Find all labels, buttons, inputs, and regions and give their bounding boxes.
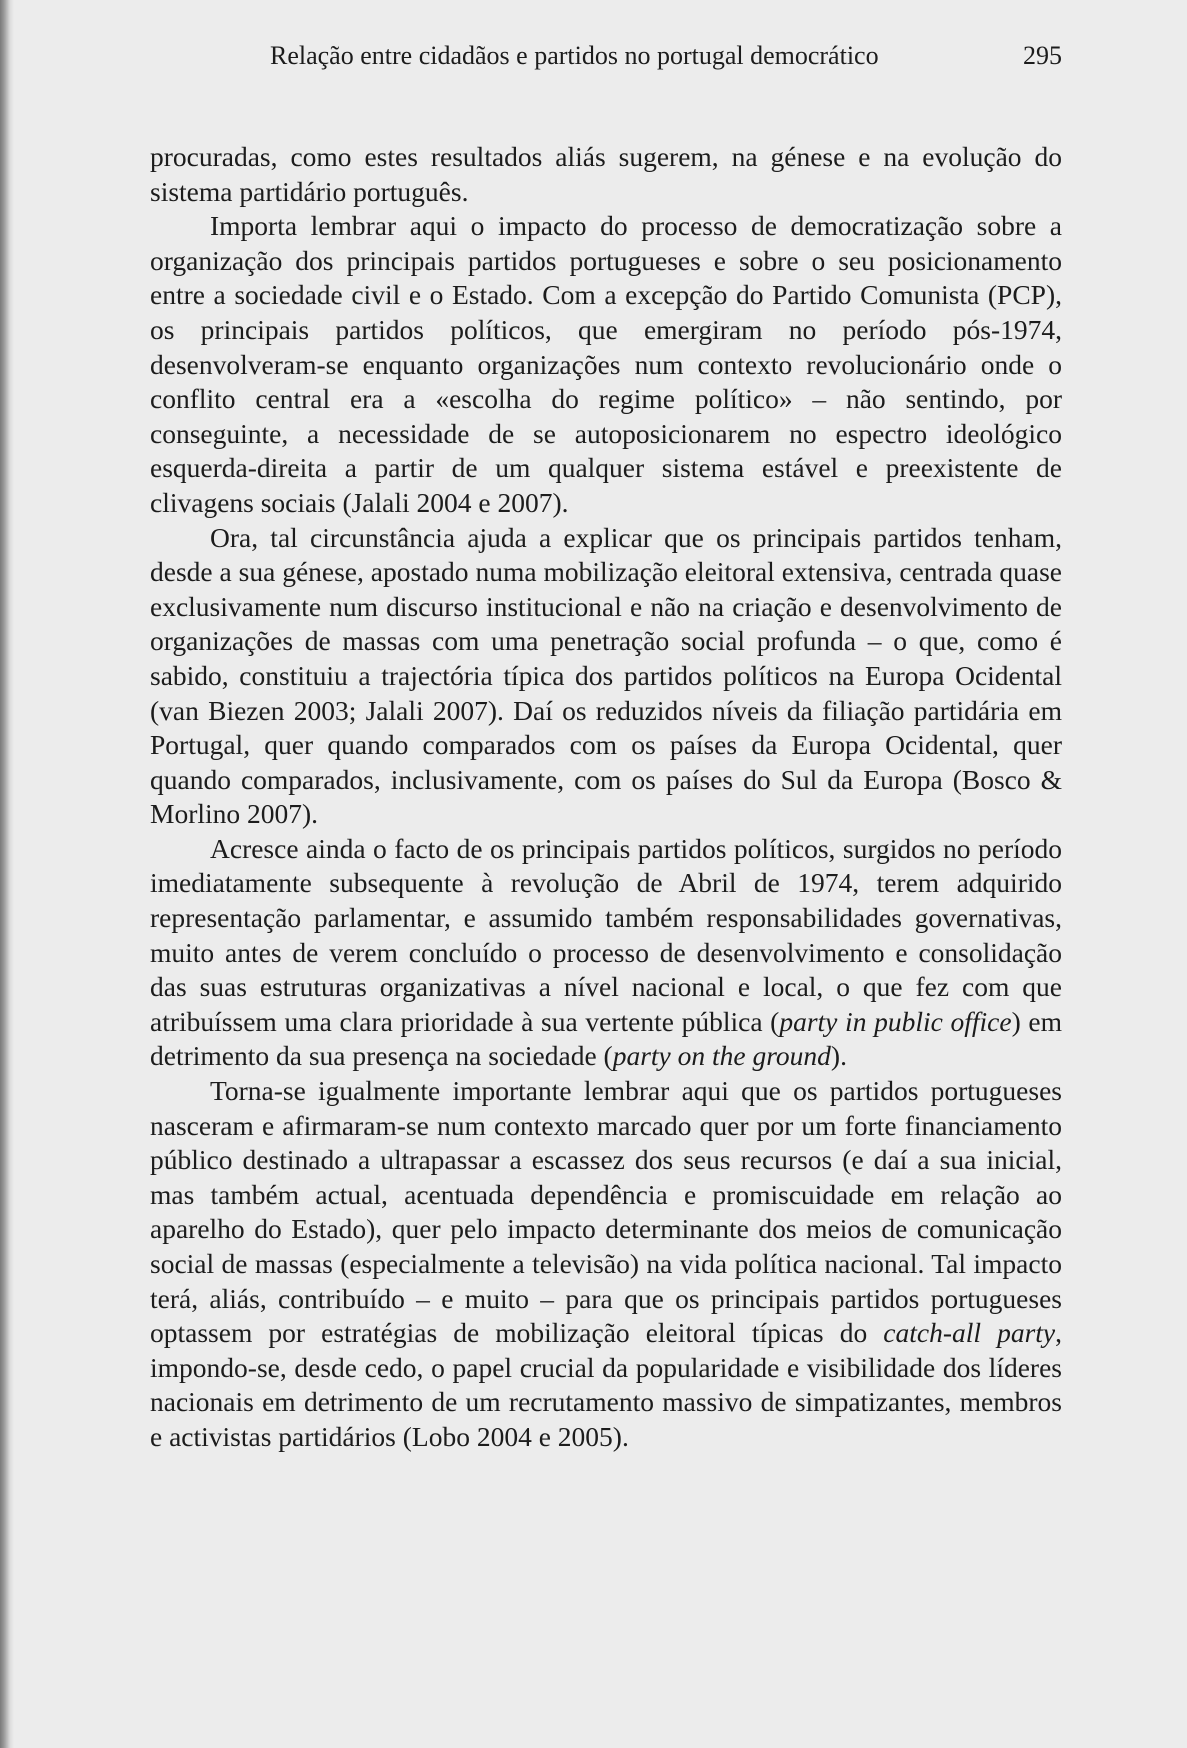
running-title: Relação entre cidadãos e partidos no portugal democrático	[270, 41, 879, 70]
paragraph-continuation: procuradas, como estes resultados aliás sugerem, na génese e na evolução do sistema partidário português.	[150, 141, 1062, 207]
italic-term-catch-all-party: catch-all party	[883, 1317, 1056, 1349]
paragraph-text: ) em detrimento da sua presença na sociedade (	[150, 1005, 1062, 1072]
page-header	[150, 36, 1062, 76]
paragraph-electoral-mobilization: Ora, tal circunstância ajuda a explicar que os principais partidos tenham, desde a sua génese, apostado numa mobilização eleitoral extensiva, centrada quase exclusivamente num discurso institucional e não na criação e desenvolvimento de organizações de massas com uma penetração social profunda – o que, como é sabido, constituiu a trajectória típica dos partidos políticos na Europa Ocidental (van Biezen 2003; Jalali 2007). Daí os reduzidos níveis da filiação partidária em Portugal, quer quando comparados com os países da Europa Ocidental, quer quando comparados, inclusivamente, com os países do Sul da Europa (Bosco & Morlino 2007).	[150, 521, 1062, 830]
italic-term-party-on-the-ground: party on the ground	[612, 1040, 831, 1072]
paragraph-text: Torna-se igualmente importante lembrar aqui que os partidos portugueses nasceram e afirmaram-se num contexto marcado quer por um forte financiamento público destinado a ultrapassar a escassez dos seus recursos (e daí a sua inicial, mas também actual, acentuada dependência e promiscuidade em relação ao aparelho do Estado), quer pelo impacto determinante dos meios de comunicação social de massas (especialmente a televisão) na vida política nacional. Tal impacto terá, aliás, contribuído – e muito – para que os principais partidos portugueses optassem por estratégias de mobilização eleitoral típicas do	[150, 1075, 1062, 1349]
italic-term-party-in-public-office: party in public office	[779, 1005, 1012, 1037]
body-text	[150, 140, 1062, 1455]
paragraph-democratization-impact: Importa lembrar aqui o impacto do processo de democratização sobre a organização dos principais partidos portugueses e sobre o seu posicionamento entre a sociedade civil e o Estado. Com a excepção do Partido Comunista (PCP), os principais partidos políticos, que emergiram no período pós-1974, desenvolveram-se enquanto organizações num contexto revolucionário onde o conflito central era a «escolha do regime político» – não sentindo, por conseguinte, a necessidade de se autoposicionarem no espectro ideológico esquerda-direita a partir de um qualquer sistema estável e preexistente de clivagens sociais (Jalali 2004 e 2007).	[150, 210, 1062, 518]
paragraph-public-financing	[150, 1074, 1062, 1455]
paragraph-text: Acresce ainda o facto de os principais partidos políticos, surgidos no período imediatamente subsequente à revolução de Abril de 1974, terem adquirido representação parlamentar, e assumido também responsabilidades governativas, muito antes de verem concluído o processo de desenvolvimento e consolidação das suas estruturas organizativas a nível nacional e local, o que fez com que atribuíssem uma clara prioridade à sua vertente pública (	[150, 832, 1062, 1037]
page-number: 295	[1023, 41, 1062, 70]
paragraph-parliamentary-representation	[150, 832, 1062, 1074]
paragraph-text: ).	[830, 1040, 847, 1072]
paragraph-text: , impondo-se, desde cedo, o papel crucial da popularidade e visibilidade dos líderes nacionais em detrimento de um recrutamento massivo de simpatizantes, membros e activistas partidários (Lobo 2004 e 2005).	[150, 1317, 1062, 1452]
page-binding-edge	[0, 0, 14, 1748]
